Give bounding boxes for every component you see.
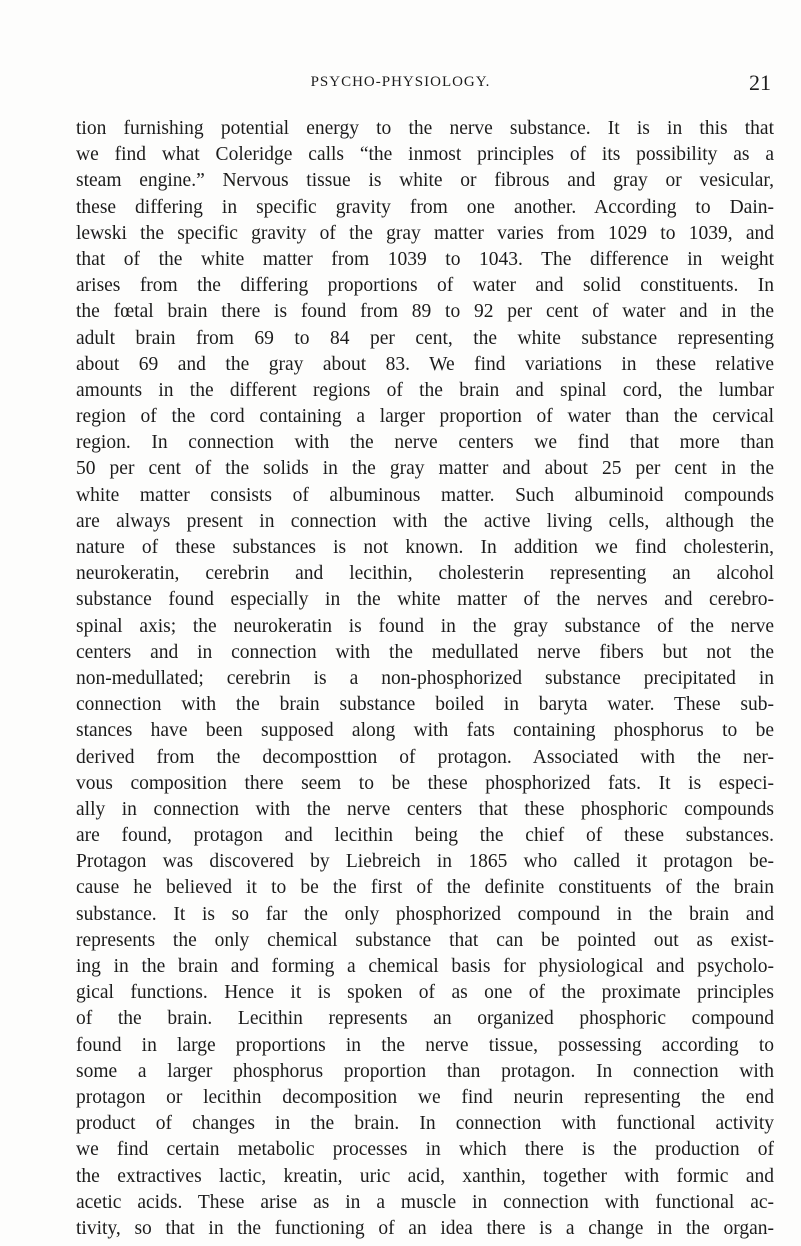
text-line: nature of these substances is not known. In addition we find cholesterin, (76, 537, 774, 558)
text-line: non-medullated; cerebrin is a non-phosphorized substance precipitated in (76, 667, 774, 689)
text-line: about 69 and the gray about 83. We find variations in these relative (76, 353, 774, 375)
running-header (0, 72, 801, 96)
text-line: centers and in connection with the medullated nerve fibers but not the (76, 641, 774, 663)
text-line: are found, protagon and lecithin being the chief of these substances. (76, 825, 774, 847)
text-line: 50 per cent of the solids in the gray matter and about 25 per cent in the (76, 458, 774, 480)
text-line: are always present in connection with the active living cells, although the (76, 510, 774, 532)
text-line: that of the white matter from 1039 to 1043. The difference in weight (76, 248, 774, 270)
text-line: ally in connection with the nerve centers that these phosphoric compounds (76, 798, 774, 820)
text-line: found in large proportions in the nerve tissue, possessing according to (76, 1034, 774, 1056)
text-line: the fœtal brain there is found from 89 to 92 per cent of water and in the (76, 301, 774, 323)
text-line: substance. It is so far the only phosphorized compound in the brain and (76, 903, 774, 925)
text-line: connection with the brain substance boiled in baryta water. These sub- (76, 694, 774, 716)
page-number: 21 (749, 70, 771, 95)
text-line: protagon or lecithin decomposition we find neurin representing the end (76, 1086, 774, 1108)
text-line: we find what Coleridge calls “the inmost principles of its possibility as a (76, 144, 774, 166)
text-line: tivity, so that in the functioning of an idea there is a change in the organ- (76, 1217, 774, 1239)
text-line: neurokeratin, cerebrin and lecithin, cholesterin representing an alcohol (76, 563, 774, 585)
text-line: Protagon was discovered by Liebreich in 1865 who called it protagon be- (76, 851, 774, 873)
text-line: amounts in the different regions of the brain and spinal cord, the lumbar (76, 379, 774, 401)
text-line: region. In connection with the nerve centers we find that more than (76, 432, 774, 454)
text-line: arises from the differing proportions of water and solid constituents. In (76, 275, 774, 297)
text-line: cause he believed it to be the first of the definite constituents of the brain (76, 877, 774, 899)
body-paragraph (76, 116, 774, 1242)
text-line: we find certain metabolic processes in which there is the production of (76, 1139, 774, 1161)
text-line: represents the only chemical substance that can be pointed out as exist- (76, 929, 774, 951)
text-line: some a larger phosphorus proportion than protagon. In connection with (76, 1060, 774, 1082)
text-line: stances have been supposed along with fats containing phosphorus to be (76, 720, 774, 742)
text-line: these differing in specific gravity from one another. According to Dain- (76, 196, 774, 218)
text-line: of the brain. Lecithin represents an organized phosphoric compound (76, 1008, 774, 1030)
text-line: ing in the brain and forming a chemical basis for physiological and psycholo- (76, 956, 774, 977)
text-line: product of changes in the brain. In connection with functional activity (76, 1113, 774, 1135)
text-line: adult brain from 69 to 84 per cent, the white substance representing (76, 327, 774, 349)
text-line: steam engine.” Nervous tissue is white or fibrous and gray or vesicular, (76, 170, 774, 192)
text-line: spinal axis; the neurokeratin is found in the gray substance of the nerve (76, 615, 774, 637)
text-line: substance found especially in the white matter of the nerves and cerebro- (76, 589, 774, 611)
text-line: region of the cord containing a larger proportion of water than the cervical (76, 406, 774, 428)
text-line: derived from the decomposttion of protagon. Associated with the ner- (76, 746, 774, 768)
text-line: vous composition there seem to be these phosphorized fats. It is especi- (76, 772, 774, 794)
text-line: acetic acids. These arise as in a muscle in connection with functional ac- (76, 1191, 774, 1213)
running-head-title: PSYCHO-PHYSIOLOGY. (310, 74, 491, 90)
text-line: white matter consists of albuminous matter. Such albuminoid compounds (76, 484, 774, 506)
text-line: gical functions. Hence it is spoken of as one of the proximate principles (76, 982, 774, 1004)
text-line: tion furnishing potential energy to the nerve substance. It is in this that (76, 118, 774, 139)
text-line: lewski the specific gravity of the gray matter varies from 1029 to 1039, and (76, 222, 774, 244)
text-line: the extractives lactic, kreatin, uric acid, xanthin, together with formic and (76, 1165, 774, 1187)
